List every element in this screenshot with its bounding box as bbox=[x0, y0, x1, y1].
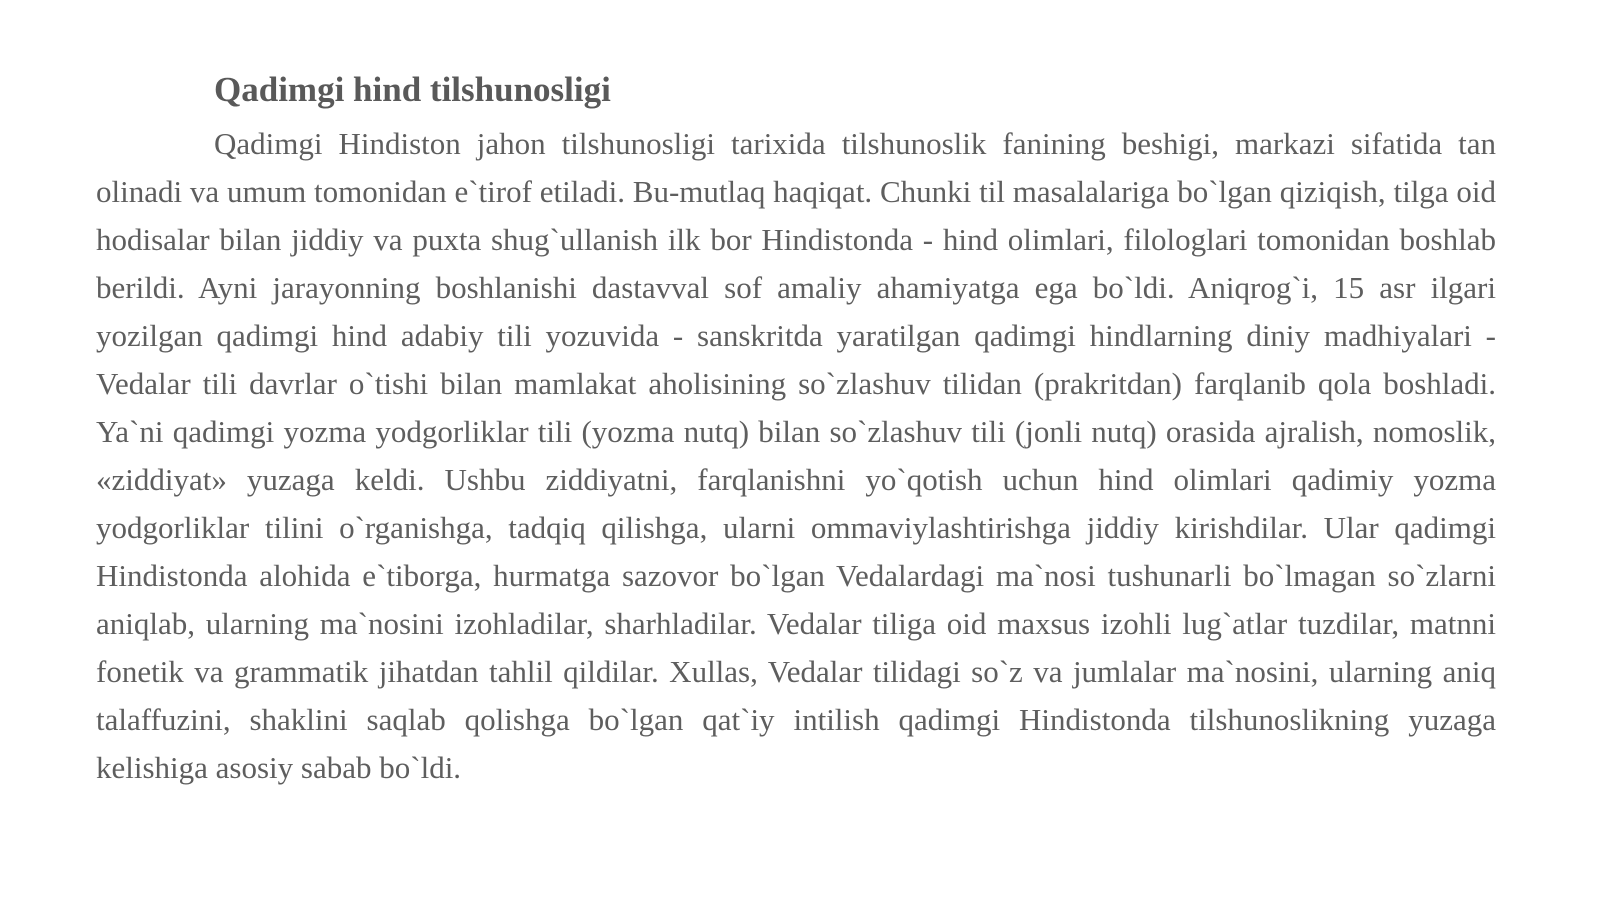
document-paragraph: Qadimgi Hindiston jahon tilshunosligi tarixida tilshunoslik fanining beshigi, markazi sifatida tan olinadi va umum tomonidan e`tirof etiladi. Bu-mutlaq haqiqat. Chunki til masalalariga bo`lgan qiziqish, tilga oid hodisalar bilan jiddiy va puxta shug`ullanish ilk bor Hindistonda - hind olimlari, filologlari tomonidan boshlab berildi. Ayni jarayonning boshlanishi dastavval sof amaliy ahamiyatga ega bo`ldi. Aniqrog`i, 15 asr ilgari yozilgan qadimgi hind adabiy tili yozuvida - sanskritda yaratilgan qadimgi hindlarning diniy madhiyalari - Vedalar tili davrlar o`tishi bilan mamlakat aholisining so`zlashuv tilidan (prakritdan) farqlanib qola boshladi. Ya`ni qadimgi yozma yodgorliklar tili (yozma nutq) bilan so`zlashuv tili (jonli nutq) orasida ajralish, nomoslik, «ziddiyat» yuzaga keldi. Ushbu ziddiyatni, farqlanishni yo`qotish uchun hind olimlari qadimiy yozma yodgorliklar tilini o`rganishga, tadqiq qilishga, ularni ommaviylashtirishga jiddiy kirishdilar. Ular qadimgi Hindistonda alohida e`tiborga, hurmatga sazovor bo`lgan Vedalardagi ma`nosi tushunarli bo`lmagan so`zlarni aniqlab, ularning ma`nosini izohladilar, sharhladilar. Vedalar tiliga oid maxsus izohli lug`atlar tuzdilar, matnni fonetik va grammatik jihatdan tahlil qildilar. Xullas, Vedalar tilidagi so`z va jumlalar ma`nosini, ularning aniq talaffuzini, shaklini saqlab qolishga bo`lgan qat`iy intilish qadimgi Hindistonda tilshunoslikning yuzaga kelishiga asosiy sabab bo`ldi. bbox=[96, 126, 1496, 785]
document-heading: Qadimgi hind tilshunosligi bbox=[214, 70, 611, 109]
